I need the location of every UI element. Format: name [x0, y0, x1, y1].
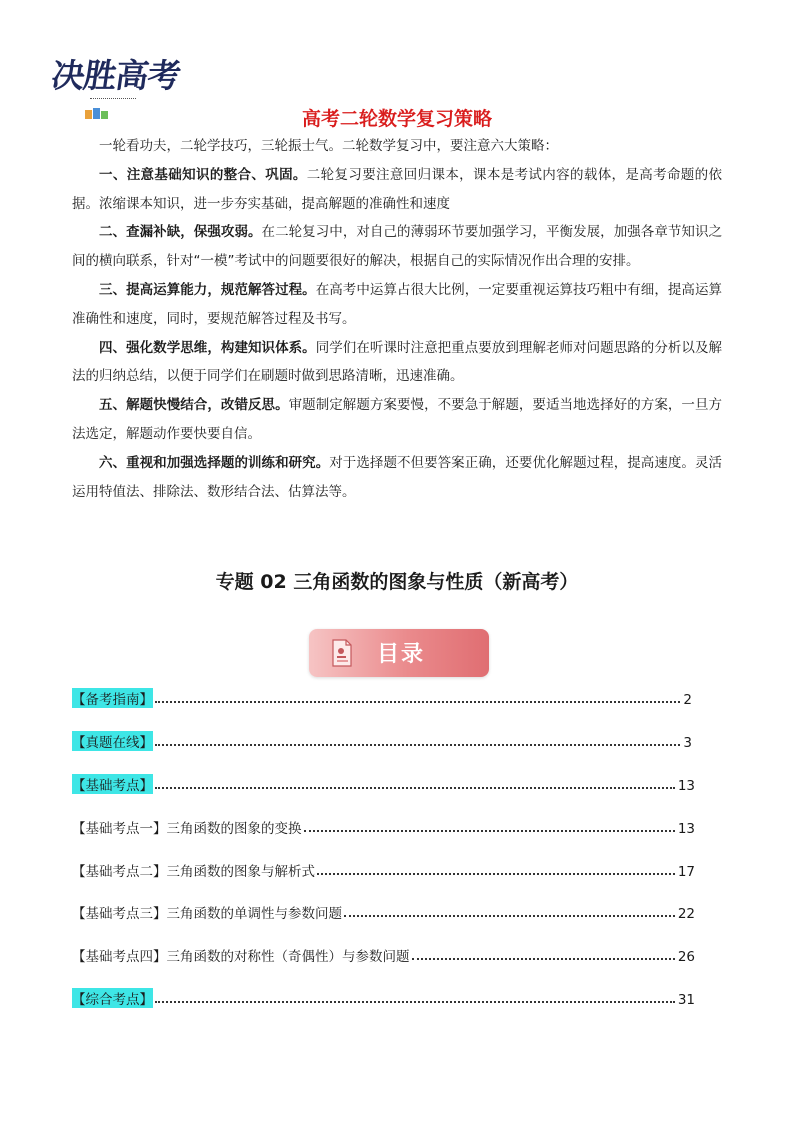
- toc-entry-title: 【基础考点二】三角函数的图象与解析式: [72, 864, 315, 880]
- strategy-paragraph: 三、提高运算能力，规范解答过程。在高考中运算占很大比例，一定要重视运算技巧粗中有细，提高运算准确性和速度，同时，要规范解答过程及书写。: [72, 281, 723, 327]
- toc-entry[interactable]: [72, 725, 692, 751]
- toc-leader-dots: [304, 829, 675, 832]
- toc-entry[interactable]: [72, 854, 695, 880]
- toc-entry-title: 【基础考点】: [72, 774, 153, 794]
- toc-entry-page: 31: [677, 992, 695, 1008]
- toc-leader-dots: [155, 743, 680, 746]
- toc-header-label: 目录: [377, 642, 426, 667]
- toc-entry-title: 【备考指南】: [72, 688, 153, 708]
- logo-underline: [90, 98, 136, 102]
- toc-leader-dots: [317, 872, 675, 875]
- strategy-paragraph: 六、重视和加强选择题的训练和研究。对于选择题不但要答案正确，还要优化解题过程，提高速度。灵活运用特值法、排除法、数形结合法、估算法等。: [72, 454, 723, 500]
- toc-leader-dots: [412, 957, 675, 960]
- strategy-list: [72, 132, 722, 506]
- toc-entry-title: 【真题在线】: [72, 731, 153, 751]
- toc-entry[interactable]: [72, 768, 695, 794]
- strategy-paragraph: 四、强化数学思维，构建知识体系。同学们在听课时注意把重点要放到理解老师对问题思路的分析以及解法的归纳总结，以便于同学们在刷题时做到思路清晰，迅速准确。: [72, 339, 723, 385]
- toc-entry-page: 13: [677, 778, 695, 794]
- topic-title: 专题 02 三角函数的图象与性质（新高考）: [215, 571, 579, 593]
- toc-entry[interactable]: [72, 896, 695, 922]
- logo-text: 决胜高考: [48, 56, 183, 95]
- main-title: 高考二轮数学复习策略: [301, 108, 492, 130]
- toc-leader-dots: [155, 1000, 675, 1003]
- toc-entry-title: 【基础考点三】三角函数的单调性与参数问题: [72, 906, 342, 922]
- toc-entry-title: 【基础考点一】三角函数的图象的变换: [72, 821, 302, 837]
- toc-entry[interactable]: [72, 811, 695, 837]
- toc-entry-page: 17: [677, 864, 695, 880]
- strategy-paragraph: 五、解题快慢结合，改错反思。审题制定解题方案要慢，不要急于解题，要适当地选择好的方案，一旦方法选定，解题动作要快要自信。: [72, 397, 723, 442]
- toc-leader-dots: [155, 786, 675, 789]
- toc-entry-page: 2: [683, 692, 692, 708]
- toc-entry-page: 22: [677, 906, 695, 922]
- strategy-paragraph: 一、注意基础知识的整合、巩固。二轮复习要注意回归课本，课本是考试内容的载体，是高考命题的依据。浓缩课本知识，进一步夯实基础，提高解题的准确性和速度: [72, 166, 723, 212]
- strategy-paragraph: 二、查漏补缺，保强攻弱。在二轮复习中，对自己的薄弱环节要加强学习，平衡发展，加强各章节知识之间的横向联系，针对“一模”考试中的问题要很好的解决，根据自己的实际情况作出合理的安排。: [72, 224, 723, 270]
- strategy-paragraph: 一轮看功夫，二轮学技巧，三轮振士气。二轮数学复习中，要注意六大策略：: [99, 138, 558, 154]
- toc-entry[interactable]: [72, 982, 695, 1008]
- toc-entry-page: 13: [677, 821, 695, 837]
- toc-entry[interactable]: [72, 939, 695, 965]
- toc-entry-page: 3: [683, 735, 692, 751]
- toc-leader-dots: [344, 914, 675, 917]
- document-icon: [331, 639, 353, 667]
- toc-entry-page: 26: [677, 949, 695, 965]
- toc-entry-title: 【基础考点四】三角函数的对称性（奇偶性）与参数问题: [72, 949, 410, 965]
- toc-entry-title: 【综合考点】: [72, 988, 153, 1008]
- toc-leader-dots: [155, 700, 680, 703]
- toc-entry[interactable]: [72, 682, 692, 708]
- toc-header-button[interactable]: [309, 629, 489, 677]
